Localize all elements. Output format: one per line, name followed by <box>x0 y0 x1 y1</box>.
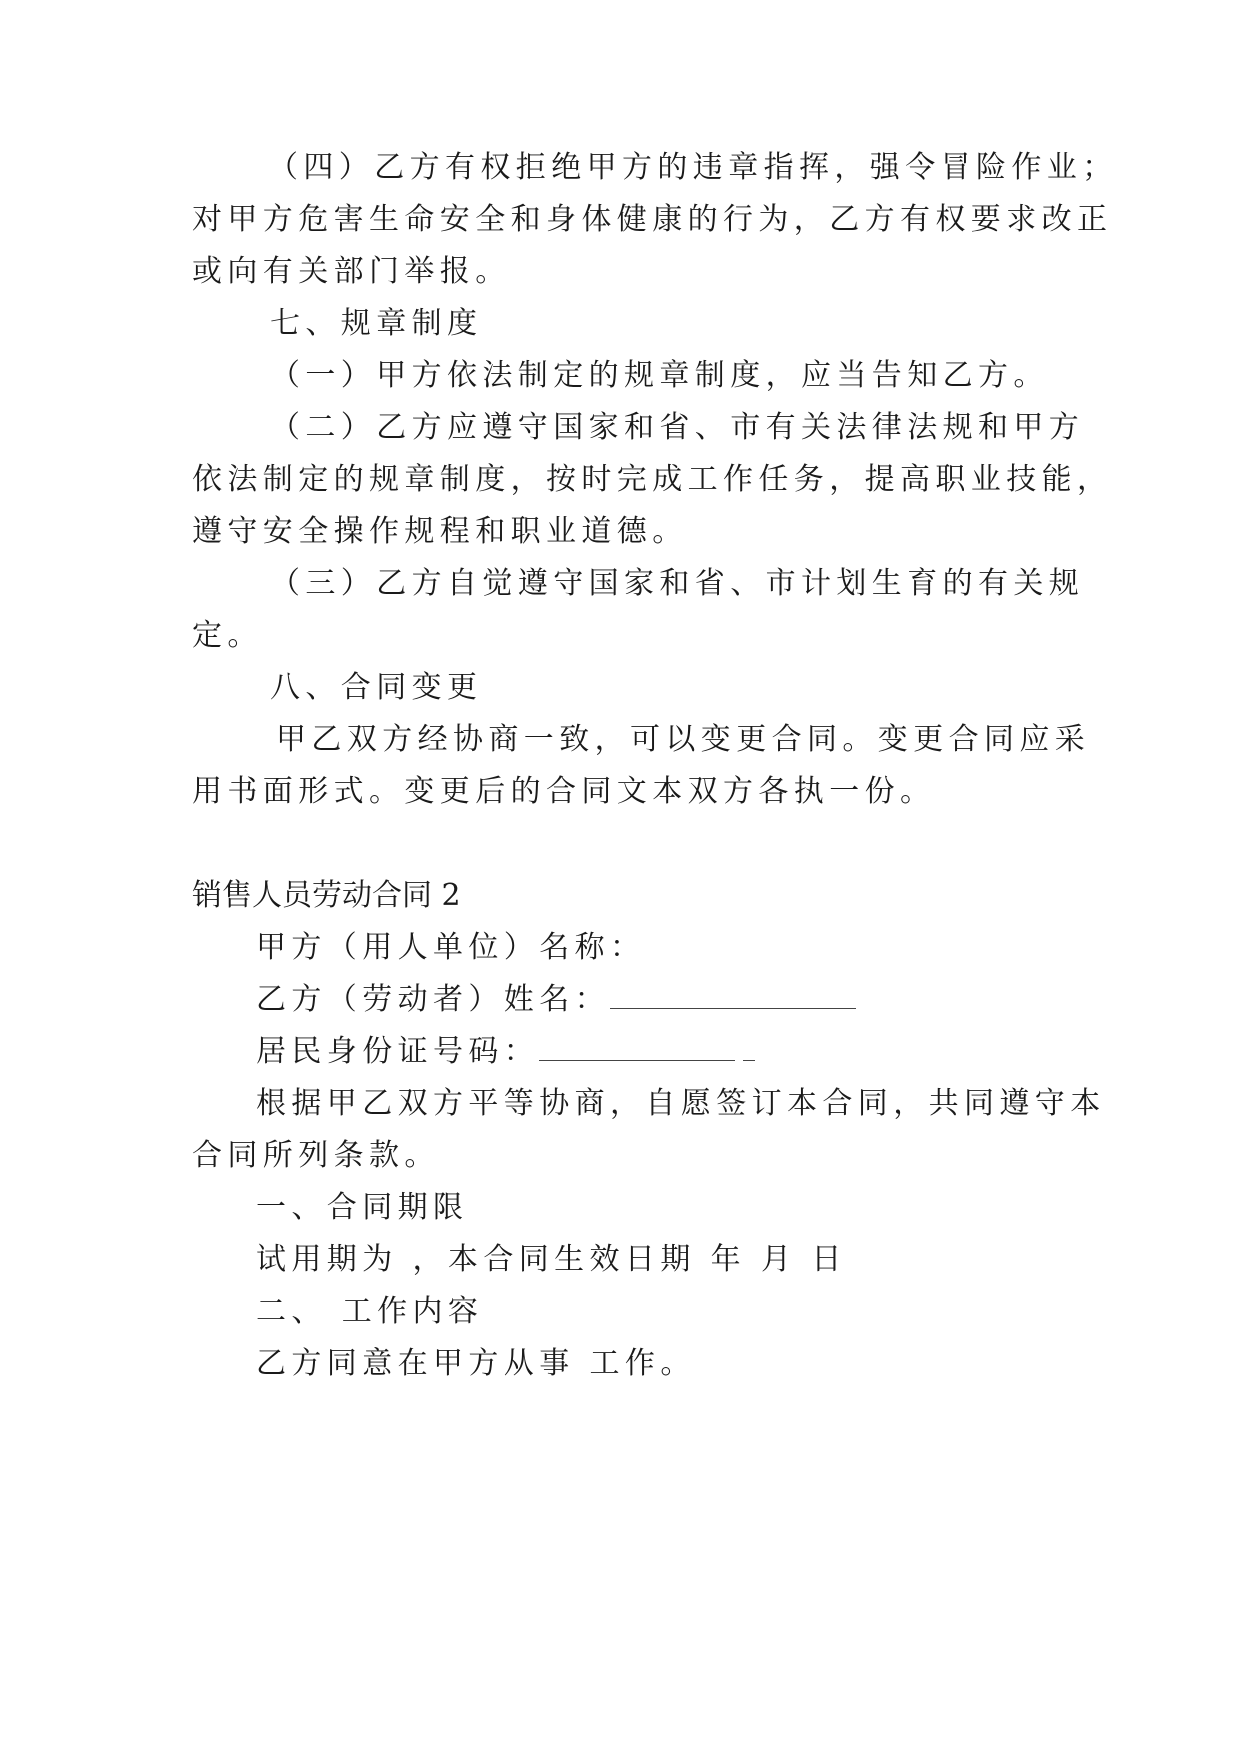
contract-2-title: 销售人员劳动合同 2 <box>192 878 461 913</box>
clause-4-line-3: 或向有关部门举报。 <box>192 254 511 289</box>
section-2-heading: 二、 工作内容 <box>256 1294 484 1329</box>
clause-4-line-2: 对甲方危害生命安全和身体健康的行为，乙方有权要求改正 <box>192 202 1113 237</box>
section-7-item-2-line-3: 遵守安全操作规程和职业道德。 <box>192 514 688 549</box>
id-number-blank-tail <box>743 1038 755 1061</box>
party-a-name-line: 甲方（用人单位）名称： <box>256 930 646 965</box>
intro-line-1: 根据甲乙双方平等协商，自愿签订本合同，共同遵守本 <box>256 1086 1106 1121</box>
section-7-heading: 七、规章制度 <box>270 306 483 341</box>
id-number-row <box>256 1032 755 1072</box>
clause-4-line-1: （四）乙方有权拒绝甲方的违章指挥，强令冒险作业； <box>268 150 1118 185</box>
section-7-item-3-line-1: （三）乙方自觉遵守国家和省、市计划生育的有关规 <box>270 566 1085 601</box>
section-7-item-1: （一）甲方依法制定的规章制度，应当告知乙方。 <box>270 358 1049 393</box>
section-8-line-2: 用书面形式。变更后的合同文本双方各执一份。 <box>192 774 936 809</box>
section-7-item-2-line-1: （二）乙方应遵守国家和省、市有关法律法规和甲方 <box>270 410 1085 445</box>
section-7-item-3-line-2: 定。 <box>192 618 263 653</box>
party-b-name-blank <box>610 986 856 1009</box>
intro-line-2: 合同所列条款。 <box>192 1138 440 1173</box>
section-1-heading: 一、合同期限 <box>256 1190 469 1225</box>
id-number-blank <box>539 1038 735 1061</box>
party-b-name-label: 乙方（劳动者）姓名： <box>256 982 610 1017</box>
section-8-line-1: 甲乙双方经协商一致，可以变更合同。变更合同应采 <box>276 722 1091 757</box>
section-2-text: 乙方同意在甲方从事 工作。 <box>256 1346 696 1381</box>
section-1-text: 试用期为 ，本合同生效日期 年 月 日 <box>256 1242 847 1277</box>
section-7-item-2-line-2: 依法制定的规章制度，按时完成工作任务，提高职业技能， <box>192 462 1113 497</box>
party-b-name-row <box>256 980 856 1020</box>
id-number-label: 居民身份证号码： <box>256 1034 540 1069</box>
section-8-heading: 八、合同变更 <box>270 670 483 705</box>
